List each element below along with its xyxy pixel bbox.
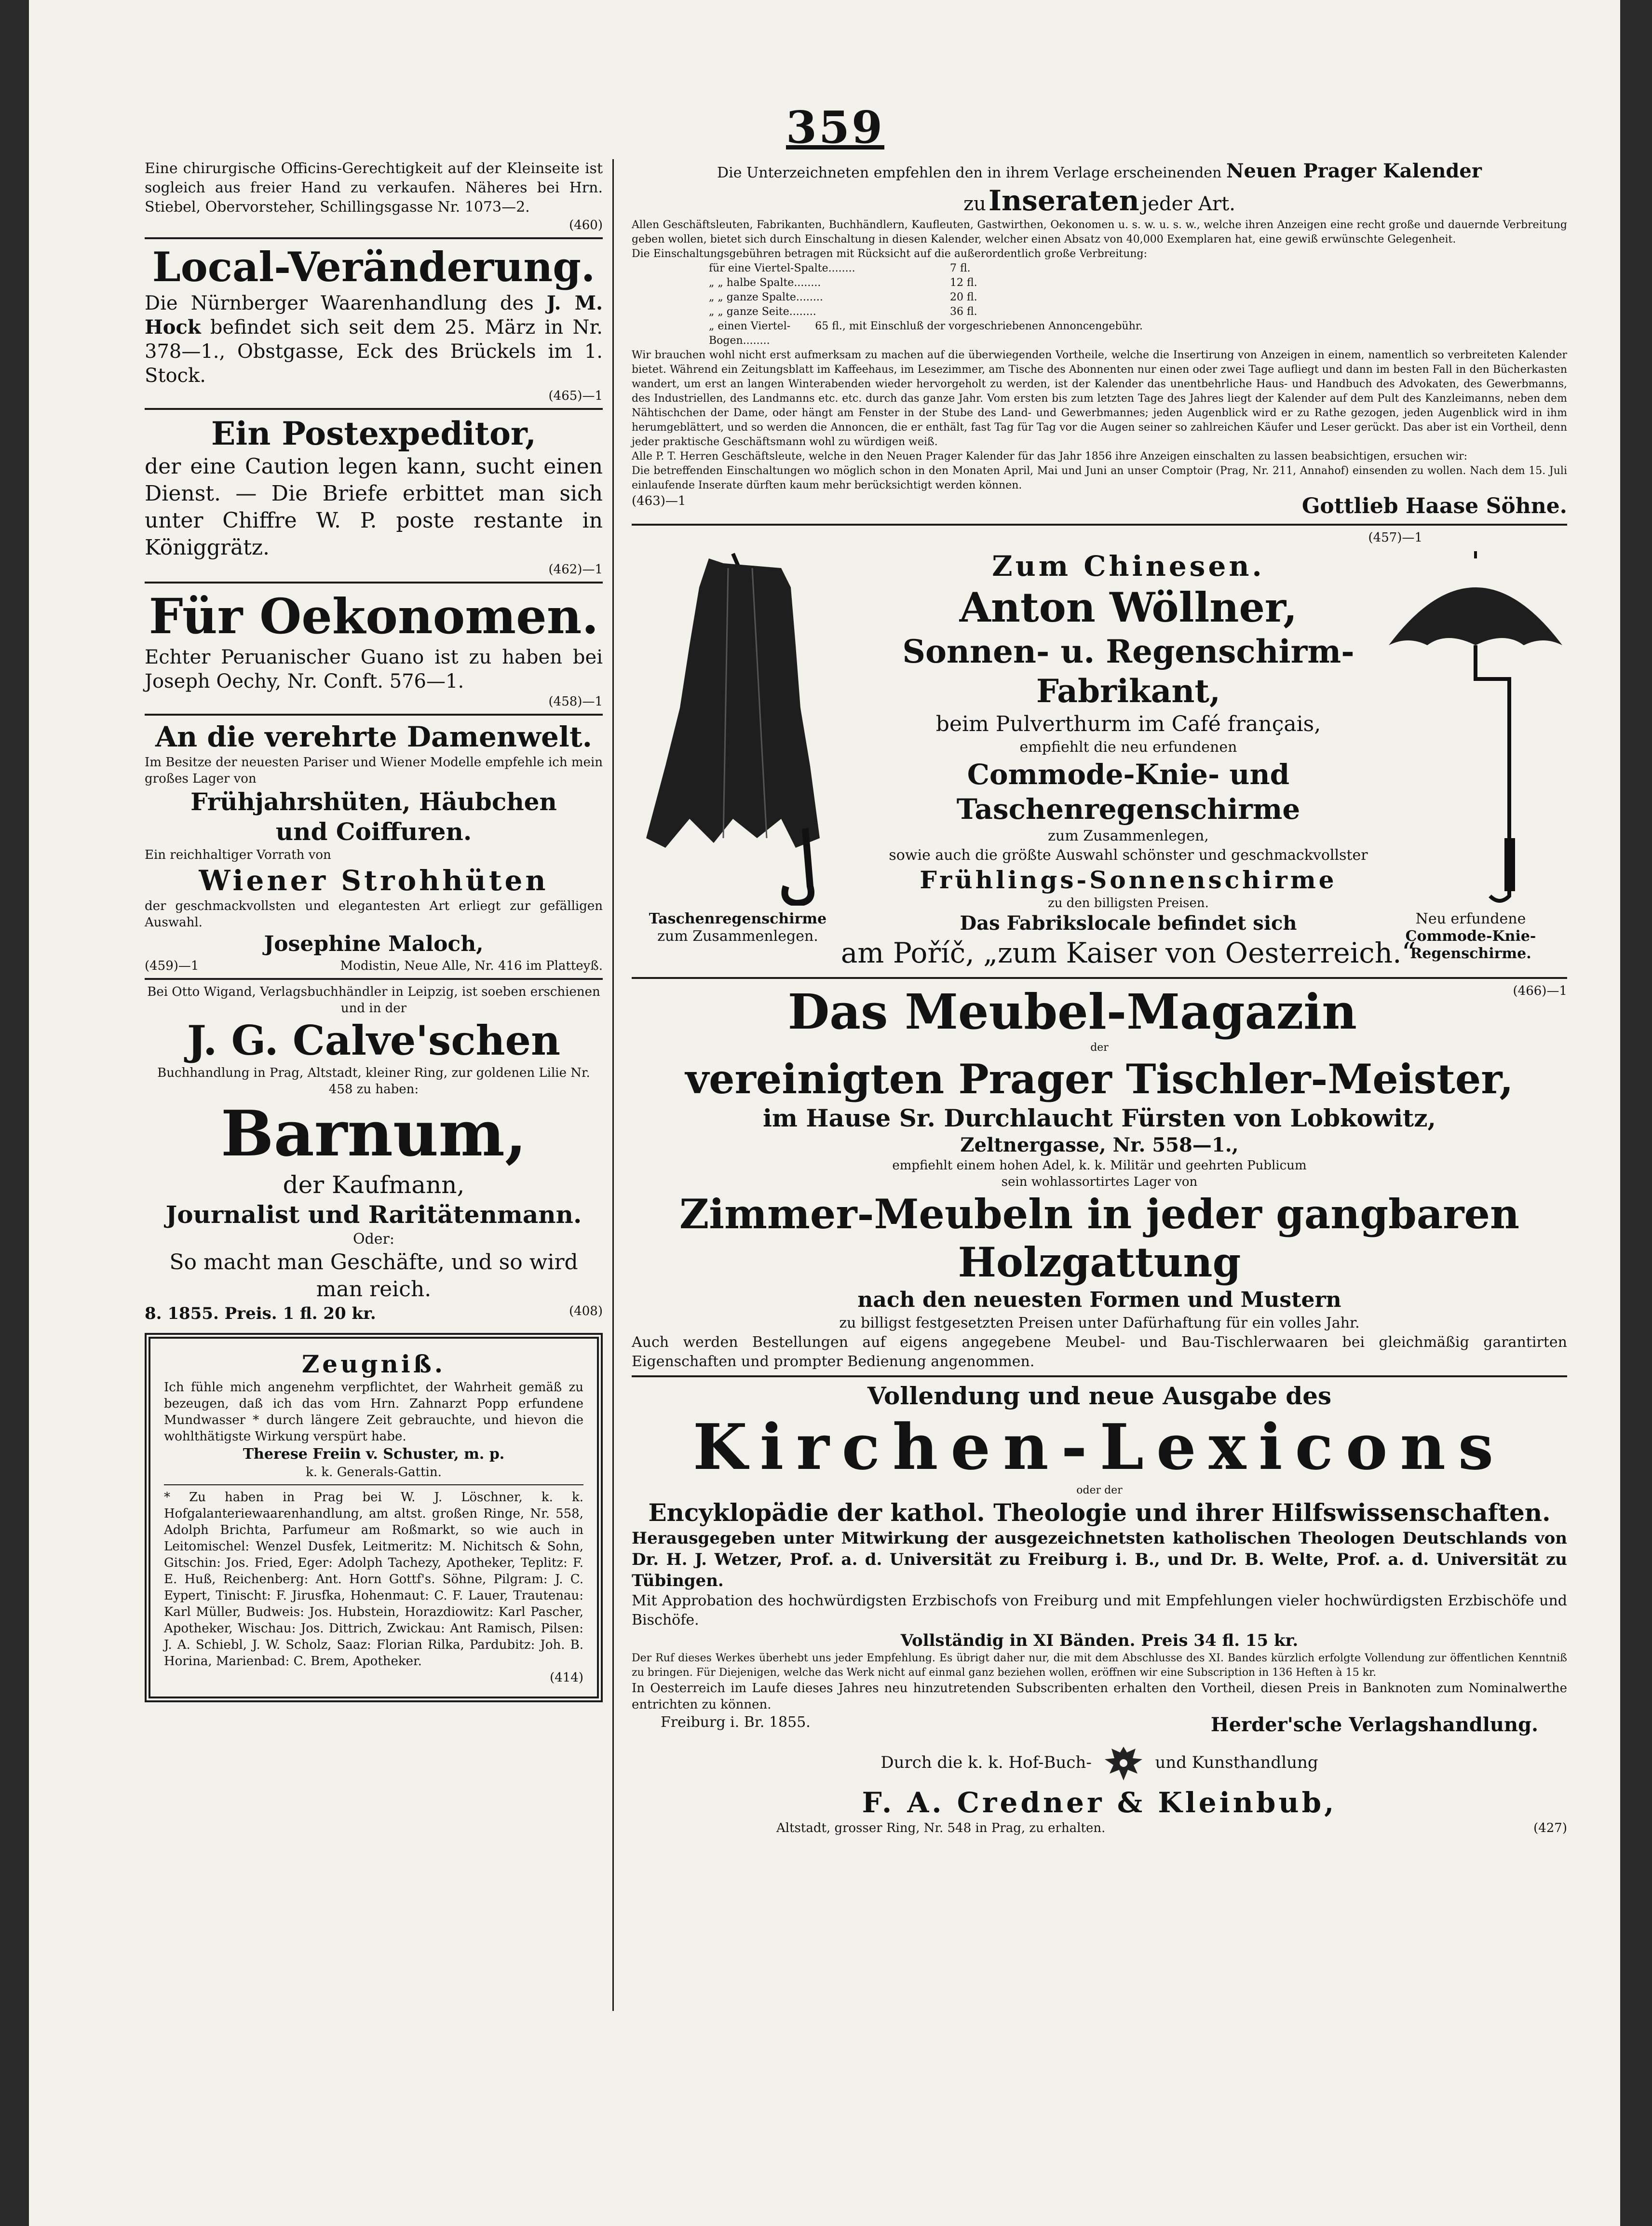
ad-barnum-text: Buchhandlung in Prag, Altstadt, kleiner Ring, zur goldenen Lilie Nr. 458 zu haben: (157, 1066, 590, 1097)
ad-lex-l2: Encyklopädie der kathol. Theologie und ihrer Hilfswissenschaften. (648, 1498, 1551, 1527)
ad-lex-l5: Vollständig in XI Bänden. Preis 34 fl. 15 kr. (900, 1631, 1299, 1650)
ad-damen-text2: Ein reichhaltiger Vorrath von (145, 848, 331, 862)
ad-lex-via2: und Kunsthandlung (1155, 1753, 1318, 1772)
rates-table (709, 261, 1143, 348)
ad-lex-l1: Vollendung und neue Ausgabe des (867, 1382, 1332, 1410)
ad-kal-p4: Alle P. T. Herren Geschäftsleute, welche in den Neuen Prager Kalender für das Jahr 1856 ihre Anzeigen einschalten zu lassen beabsichtigen, ersuchen wir: (632, 450, 1468, 462)
ad-zeugnis-sign2: k. k. Generals-Gattin. (306, 1465, 442, 1479)
ad-kal-p3: Wir brauchen wohl nicht erst aufmerksam zu machen auf die überwiegenden Vortheile, welche die Insertirung von Anzeigen in einem, namentlich so verbreiteten Kalender bietet. Während ein Zeitungsblatt im Kaffeehaus, im Lesezimmer, am Tische des Abonnenten nur einen oder zwei Tage aufliegt und dann im besten Fall in den Bücherkasten wandert, um erst an langen Winterabenden wieder hervorgeholt zu werden, ist der Kalender das unentbehrliche Haus- und Handbuch des Advokaten, des Gewerbmanns, des Industriellen, des Landmanns etc. etc. durch das ganze Jahr. Vom ersten bis zum letzten Tage des Jahres liegt der Kalender auf dem Pult des Kanzleimanns, neben dem Nähtischchen der Dame, oder hängt am Fenster in der Stube des Land- und Gewerbmannes; jeden Augenblick wird er zu Rathe gezogen, jeden Augenblick wird in ihm herumgeblättert, und so werden die Annoncen, die er enthält, fast Tag für Tag vor die Augen seiner so zahlreichen Käufer und Leser gerückt. Das aber ist ein Vortheil, denn jeder praktische Geschäftsmann wohl zu würdigen weiß. (632, 349, 1567, 448)
ad-meubel-l5: sein wohlassortirtes Lager von (1001, 1175, 1198, 1189)
ad-lex-l7: In Oesterreich im Laufe dieses Jahres neu hinzutretenden Subscribenten erhalten den Vortheil, diesen Preis in Banknoten zum Nominalwerthe entrichten zu können. (632, 1681, 1567, 1712)
ad-lex-oder: oder der (1076, 1484, 1123, 1496)
page-number: 359 (786, 101, 885, 153)
ad-ref: (465)—1 (548, 389, 603, 403)
ad-damen-line3: und Coiffuren. (275, 817, 472, 846)
ad-ref: (427) (1533, 1821, 1567, 1835)
ad-umbrella-l1: empfiehlt die neu erfundenen (1019, 739, 1237, 756)
ad-meubel-der: der (1090, 1042, 1109, 1054)
ad-kal-p5: Die betreffenden Einschaltungen wo möglich schon in den Monaten April, Mai und Juni an unser Comptoir (Prag, Nr. 211, Annahof) einsenden zu wollen. Nach dem 15. Juli einlaufende Inserate dürften kaum mehr berücksichtigt werden können. (632, 465, 1567, 491)
left-column (145, 159, 603, 1702)
ad-meubel-l7: nach den neuesten Formen und Mustern (857, 1288, 1341, 1312)
ad-barnum-sub1: der Kaufmann, (283, 1171, 465, 1199)
divider (632, 1375, 1567, 1377)
ad-meubel (632, 983, 1567, 1371)
ad-kal-zu: zu (963, 193, 986, 215)
ad-oekonomen (145, 587, 603, 710)
umbrella-caption-right-2: Commode-Knie- (1405, 928, 1536, 945)
ad-meubel-l8: zu billigst festgesetzten Preisen unter Dafürhaftung für ein volles Jahr. (839, 1315, 1360, 1331)
ad-lex-place: Freiburg i. Br. 1855. (661, 1714, 811, 1731)
ad-lex-l3: Herausgegeben unter Mitwirkung der ausgezeichnetsten katholischen Theologen Deutschlands von Dr. H. J. Wetzer, Prof. a. d. Universität zu Freiburg i. B., und Dr. B. Welte, Prof. a. d. Universität zu Tübingen. (632, 1529, 1567, 1590)
ad-zeugnis-title: Zeugniß. (301, 1350, 446, 1378)
ad-oekonomen-text: Echter Peruanischer Guano ist zu haben bei Joseph Oechy, Nr. Conft. 576—1. (145, 646, 603, 692)
ad-zeugnis-text: Ich fühle mich angenehm verpflichtet, der Wahrheit gemäß zu bezeugen, daß ich das vom Hrn. Zahnarzt Popp erfundene Mundwasser * durch längere Zeit gebrauchte, und hievon die wohlthätigste Wirkung verspürt habe. (164, 1380, 583, 1444)
ad-ref: (458)—1 (548, 694, 603, 709)
ad-ref: (463)—1 (632, 494, 686, 508)
ad-local (145, 243, 603, 404)
ad-umbrella-l6: zu den billigsten Preisen. (1048, 896, 1209, 910)
ad-barnum-shop: J. G. Calve'schen (187, 1017, 561, 1064)
ad-officin-text: Eine chirurgische Officins-Gerechtigkeit auf der Kleinseite ist sogleich aus freier Hand zu verkaufen. Näheres bei Hrn. Stiebel, Obervorsteher, Schillingsgasse Nr. 1073—2. (145, 160, 603, 216)
ad-barnum-price: 8. 1855. Preis. 1 fl. 20 kr. (145, 1304, 376, 1323)
ad-kal-intro: Die Unterzeichneten empfehlen den in ihrem Verlage erscheinenden (717, 164, 1222, 181)
rate-row: „ „ ganze Spalte........ 20 fl. (709, 291, 977, 303)
ad-lex-via1: Durch die k. k. Hof-Buch- (880, 1753, 1092, 1772)
ad-post-title: Ein Postexpeditor, (211, 415, 537, 452)
ad-damen-text1: Im Besitze der neuesten Pariser und Wiener Modelle empfehle ich mein großes Lager von (145, 755, 603, 786)
ad-umbrella-l8: am Poříč, „zum Kaiser von Oesterreich.“ (840, 937, 1416, 969)
ad-damen-title: An die verehrte Damenwelt. (155, 720, 592, 753)
ad-ref: (466)—1 (1513, 984, 1567, 998)
umbrella-caption-right-1: Neu erfundene (1415, 910, 1526, 927)
ad-barnum-title: Barnum, (220, 1097, 527, 1170)
umbrella-caption-left-1: Taschenregenschirme (649, 910, 827, 927)
ad-damen-line2: Frühjahrshüten, Häubchen (190, 787, 557, 816)
ad-barnum-sub2: Journalist und Raritätenmann. (165, 1200, 582, 1229)
rate-row: „ „ halbe Spalte........ 12 fl. (709, 277, 977, 289)
ad-ref: (414) (550, 1670, 583, 1685)
column-separator (612, 159, 614, 2011)
ad-local-name: J. M. Hock (145, 292, 603, 339)
ad-kal-p2: Die Einschaltungsgebühren betragen mit Rücksicht auf die außerordentlich große Verbreitung: (632, 248, 1148, 260)
ad-damen-text3: der geschmackvollsten und elegantesten Art erliegt zur gefälligen Auswahl. (145, 899, 603, 930)
ad-kal-p1: Allen Geschäftsleuten, Fabrikanten, Buchhändlern, Kaufleuten, Gastwirthen, Oekonomen u. s. w. u. s. w., welche ihren Anzeigen eine recht große und dauernde Verbreitung geben wollen, bietet sich durch Einschaltung in diesen Kalender, welcher einen Absatz von 40,000 Exemplaren hat, eine gewiß erwünschte Gelegenheit. (632, 219, 1567, 245)
ad-officin (145, 159, 603, 233)
ad-meubel-l6: Zimmer-Meubeln in jeder gangbaren Holzgattung (679, 1190, 1520, 1286)
ad-barnum-intro: Bei Otto Wigand, Verlagsbuchhändler in Leipzig, ist soeben erschienen und in der (147, 985, 600, 1016)
ad-meubel-l2: im Hause Sr. Durchlaucht Fürsten von Lobkowitz, (763, 1104, 1436, 1132)
newspaper-page (29, 0, 1620, 2226)
ad-umbrella-title: Zum Chinesen. (992, 550, 1265, 583)
divider (164, 1484, 583, 1485)
umbrella-caption-right-3: Regenschirme. (1410, 945, 1531, 962)
ad-zeugnis-sign: Therese Freiin v. Schuster, m. p. (243, 1446, 505, 1463)
imperial-eagle-icon (1102, 1742, 1145, 1785)
ad-meubel-l1: vereinigten Prager Tischler-Meister, (685, 1055, 1514, 1103)
rate-row: für eine Viertel-Spalte........ 7 fl. (709, 262, 971, 274)
ad-local-text2: befindet sich seit dem 25. März in Nr. 378—1., Obstgasse, Eck des Brückels im 1. Stock. (145, 316, 603, 387)
ad-ref: (408) (569, 1304, 603, 1318)
ad-lex-addr: Altstadt, grosser Ring, Nr. 548 in Prag, zu erhalten. (776, 1821, 1106, 1835)
ad-zeugnis (145, 1333, 603, 1702)
ad-local-text1: Die Nürnberger Waarenhandlung des (145, 292, 534, 314)
ad-ref: (462)—1 (548, 562, 603, 577)
ad-umbrella-loc: beim Pulverthurm im Café français, (935, 712, 1321, 736)
ad-damenwelt (145, 719, 603, 974)
ad-ref: (460) (569, 218, 603, 232)
ad-barnum-oder: Oder: (352, 1231, 394, 1248)
ad-meubel-title: Das Meubel-Magazin (787, 983, 1357, 1040)
ad-umbrella-l5: Frühlings-Sonnenschirme (920, 866, 1337, 894)
ad-meubel-l3: Zeltnergasse, Nr. 558—1., (960, 1134, 1239, 1156)
ad-lex-shop: F. A. Credner & Kleinbub, (862, 1786, 1337, 1819)
ad-damen-addr: Modistin, Neue Alle, Nr. 416 im Platteyß. (340, 959, 603, 973)
ad-umbrella (632, 529, 1567, 973)
ad-kal-title-after: jeder Art. (1141, 193, 1235, 215)
umbrella-caption-left-2: zum Zusammenlegen. (657, 928, 818, 945)
ad-damen-line4: Wiener Strohhüten (199, 864, 549, 897)
ad-lex-title: Kirchen-Lexicons (692, 1410, 1506, 1484)
ad-oekonomen-title: Für Oekonomen. (149, 588, 599, 645)
ad-postexpeditor (145, 414, 603, 578)
divider (145, 237, 603, 239)
divider (145, 408, 603, 410)
ad-lex-publisher: Herder'sche Verlagshandlung. (1210, 1713, 1538, 1736)
folded-umbrella-icon (636, 549, 844, 906)
ad-umbrella-trade: Sonnen- u. Regenschirm-Fabrikant, (902, 633, 1354, 710)
ad-kal-title: Inseraten (988, 184, 1139, 217)
ad-meubel-l4: empfiehlt einem hohen Adel, k. k. Militär und geehrten Publicum (892, 1158, 1307, 1173)
ad-umbrella-l3: zum Zusammenlegen, (1048, 828, 1209, 844)
ad-ref: (459)—1 (145, 959, 199, 973)
ad-meubel-l9: Auch werden Bestellungen auf eigens angegebene Meubel- und Bau-Tischlerwaaren bei gleichmäßig garantirten Eigenschaften und prompter Bedienung angenommen. (632, 1334, 1567, 1370)
ad-lexicon (632, 1381, 1567, 1836)
ad-kal-sign: Gottlieb Haase Söhne. (1301, 494, 1567, 518)
ad-barnum (145, 984, 603, 1324)
right-column (632, 159, 1567, 1836)
ad-umbrella-l2: Commode-Knie- und Taschenregenschirme (956, 758, 1300, 826)
ad-umbrella-l4: sowie auch die größte Auswahl schönster und geschmackvollster (889, 847, 1368, 864)
divider (145, 582, 603, 584)
ad-post-text: der eine Caution legen kann, sucht einen Dienst. — Die Briefe erbittet man sich unter Chiffre W. P. poste restante in Königgrätz. (145, 454, 603, 560)
rate-row: „ „ ganze Seite........ 36 fl. (709, 306, 977, 318)
divider (632, 977, 1567, 979)
divider (632, 524, 1567, 526)
ad-umbrella-l7: Das Fabrikslocale befindet sich (960, 912, 1297, 935)
ad-kal-intro-bold: Neuen Prager Kalender (1226, 160, 1482, 182)
ad-barnum-sub3: So macht man Geschäfte, und so wird man reich. (169, 1250, 578, 1302)
ad-umbrella-name: Anton Wöllner, (959, 584, 1298, 631)
ad-ref: (457)—1 (1368, 530, 1422, 545)
rate-row: „ einen Viertel-Bogen........ 65 fl., mit Einschluß der vorgeschriebenen Annoncengebühr. (709, 320, 1143, 347)
divider (145, 714, 603, 716)
divider (145, 978, 603, 980)
ad-damen-sign: Josephine Maloch, (264, 932, 484, 956)
ad-lex-l4: Mit Approbation des hochwürdigsten Erzbischofs von Freiburg und mit Empfehlungen vieler hochwürdigsten Erzbischöfe und Bischöfe. (632, 1592, 1567, 1629)
ad-kalender (632, 159, 1567, 520)
ad-zeugnis-note: * Zu haben in Prag bei W. J. Löschner, k. k. Hofgalanteriewaarenhandlung, am altst. großen Ringe, Nr. 558, Adolph Brichta, Parfumeur am Roßmarkt, so wie auch in Leitomischel: Wenzel Dusfek, Leitmeritz: M. Nichitsch & Sohn, Gitschin: Jos. Fried, Eger: Adolph Tachezy, Apotheker, Teplitz: F. E. Huß, Reichenberg: Ant. Horn Gottf's. Söhne, Pilgram: J. C. Eypert, Tinischt: F. Jirusfka, Hohenmaut: C. F. Lauer, Trautenau: Karl Müller, Budweis: Jos. Hubstein, Horazdiowitz: Karl Pascher, Apotheker, Wischau: Jos. Dittrich, Zwickau: Ant Ramisch, Pilsen: J. A. Schiebl, J. W. Scholz, Saaz: Florian Rilka, Pardubitz: Joh. B. Horina, Marienbad: C. Brem, Apotheker. (164, 1490, 583, 1669)
ad-lex-l6: Der Ruf dieses Werkes überhebt uns jeder Empfehlung. Es übrigt daher nur, die mit dem Abschlusse des XI. Bandes kürzlich erfolgte Vollendung zur öffentlichen Kenntniß zu bringen. Für Diejenigen, welche das Werk nicht auf einmal ganz beziehen wollen, eröffnen wir eine Subscription in 136 Heften à 15 kr. (632, 1652, 1567, 1679)
ad-local-title: Local-Veränderung. (152, 243, 596, 291)
